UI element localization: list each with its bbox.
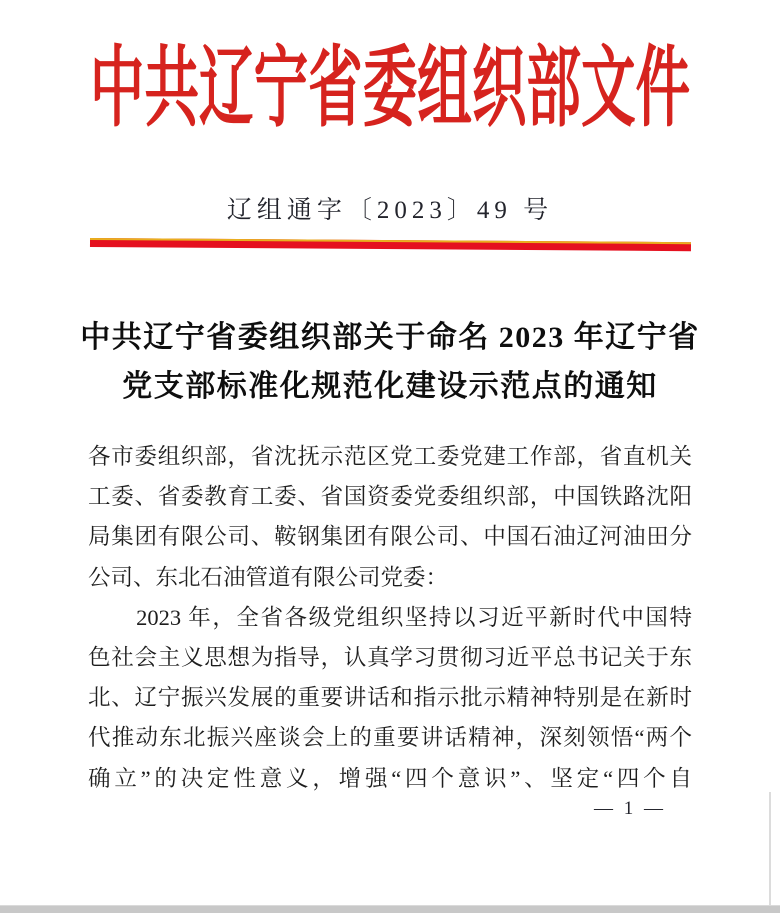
body-line: 代推动东北振兴座谈会上的重要讲话精神，深刻领悟“两个	[88, 725, 692, 751]
letterhead-banner	[0, 36, 780, 144]
document-body	[88, 437, 692, 799]
document-title	[0, 313, 780, 411]
page-number: — 1 —	[594, 798, 666, 819]
body-line: 2023 年，全省各级党组织坚持以习近平新时代中国特	[88, 604, 692, 630]
body-line: 各市委组织部，省沈抚示范区党工委党建工作部，省直机关	[88, 444, 692, 469]
body-line: 工委、省委教育工委、省国资委党委组织部，中国铁路沈阳	[88, 484, 692, 510]
document-title-line-1: 中共辽宁省委组织部关于命名 2023 年辽宁省	[80, 321, 700, 354]
letterhead-title: 中共辽宁省委组织部文件	[89, 41, 691, 138]
body-line: 色社会主义思想为指导，认真学习贯彻习近平总书记关于东	[88, 644, 692, 670]
scan-bottom-edge	[0, 905, 780, 913]
document-title-line-2: 党支部标准化规范化建设示范点的通知	[122, 370, 658, 403]
body-line: 确立”的决定性意义，增强“四个意识”、坚定“四个自	[88, 765, 692, 791]
body-line: 北、辽宁振兴发展的重要讲话和指示批示精神特别是在新时	[88, 685, 692, 711]
body-line: 局集团有限公司、鞍钢集团有限公司、中国石油辽河油田分	[88, 524, 692, 550]
body-line: 公司、东北石油管道有限公司党委：	[88, 564, 449, 590]
scan-edge-artifact	[769, 792, 771, 906]
document-reference-number: 辽组通字〔2023〕49 号	[226, 197, 554, 224]
red-separator-rule	[90, 238, 691, 251]
